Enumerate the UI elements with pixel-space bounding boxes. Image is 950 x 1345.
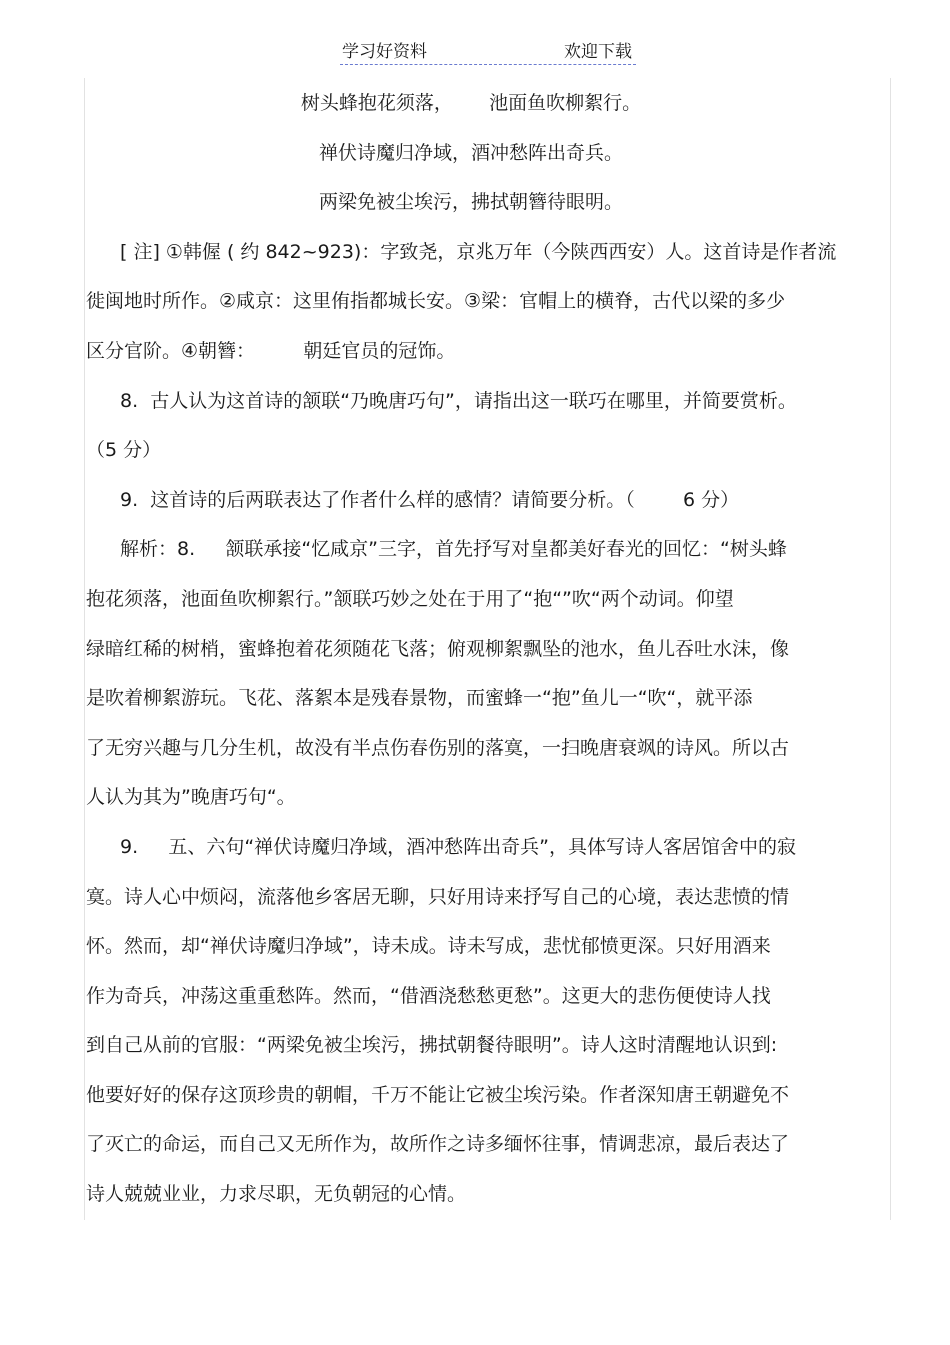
note-line: 区分官阶。④朝簪： 朝廷官员的冠饰。	[86, 339, 456, 362]
page-left-border	[84, 78, 85, 1220]
header-left-text: 学习好资料	[342, 42, 427, 62]
answer-9-line: 寞。诗人心中烦闷，流落他乡客居无聊，只好用诗来抒写自己的心境，表达悲愤的情	[86, 885, 790, 908]
answer-9-line: 他要好好的保存这顶珍贵的朝帽，千万不能让它被尘埃污染。作者深知唐王朝避免不	[86, 1083, 790, 1106]
answer-8-line: 抱花须落，池面鱼吹柳絮行。”颔联巧妙之处在于用了“抱“”吹“两个动词。仰望	[86, 587, 734, 610]
page-header	[340, 40, 636, 65]
document-body	[86, 79, 856, 1220]
poem-line: 两梁免被尘埃污，拂拭朝簪待眼明。	[318, 191, 623, 214]
answer-9-line: 作为奇兵，冲荡这重重愁阵。然而，“借酒浇愁愁更愁”。这更大的悲伤便使诗人找	[86, 984, 771, 1007]
question-9: 9. 这首诗的后两联表达了作者什么样的感情？请简要分析。（ 6 分）	[120, 488, 740, 511]
note-line: 徙闽地时所作。②咸京：这里侑指都城长安。③梁：官帽上的横脊，古代以梁的多少	[86, 290, 786, 313]
answer-8-line: 绿暗红稀的树梢，蜜蜂抱着花须随花飞落；俯观柳絮飘坠的池水，鱼儿吞吐水沫，像	[86, 637, 790, 660]
poem-line: 树头蜂抱花须落， 池面鱼吹柳絮行。	[300, 92, 642, 114]
question-8-score: （5 分）	[86, 439, 162, 462]
page-right-border	[890, 78, 891, 1220]
answer-8-line: 人认为其为”晚唐巧句“。	[86, 786, 296, 809]
answer-9-line: 怀。然而，却“禅伏诗魔归净域”，诗未成。诗未写成，悲忧郁愤更深。只好用酒来	[86, 935, 771, 958]
answer-9-line: 到自己从前的官服：“两梁免被尘埃污，拂拭朝餐待眼明”。诗人这时清醒地认识到:	[86, 1034, 778, 1057]
answer-9-line: 诗人兢兢业业，力求尽职，无负朝冠的心情。	[86, 1183, 467, 1206]
answer-9-line: 了灭亡的命运，而自己又无所作为，故所作之诗多缅怀往事，情调悲凉，最后表达了	[86, 1133, 790, 1156]
answer-9-line: 9. 五、六句“禅伏诗魔归净域，酒冲愁阵出奇兵”，具体写诗人客居馆舍中的寂	[120, 835, 797, 858]
poem-line: 禅伏诗魔归净域，酒冲愁阵出奇兵。	[318, 141, 623, 164]
header-right-text: 欢迎下载	[564, 42, 632, 62]
answer-8-line: 解析：8. 颔联承接“忆咸京”三字，首先抒写对皇都美好春光的回忆：“树头蜂	[120, 538, 787, 561]
answer-8-line: 是吹着柳絮游玩。飞花、落絮本是残春景物，而蜜蜂一“抱”鱼儿一“吹“，就平添	[86, 687, 753, 710]
note-line: [ 注] ①韩偓 ( 约 842~923)：字致尧，京兆万年（今陕西西安）人。这首诗是作者流	[120, 240, 837, 263]
answer-8-line: 了无穷兴趣与几分生机，故没有半点伤春伤别的落寞，一扫晚唐衰飒的诗风。所以古	[86, 736, 790, 759]
question-8: 8. 古人认为这首诗的颔联“乃晚唐巧句”，请指出这一联巧在哪里，并简要赏析。	[120, 389, 797, 412]
